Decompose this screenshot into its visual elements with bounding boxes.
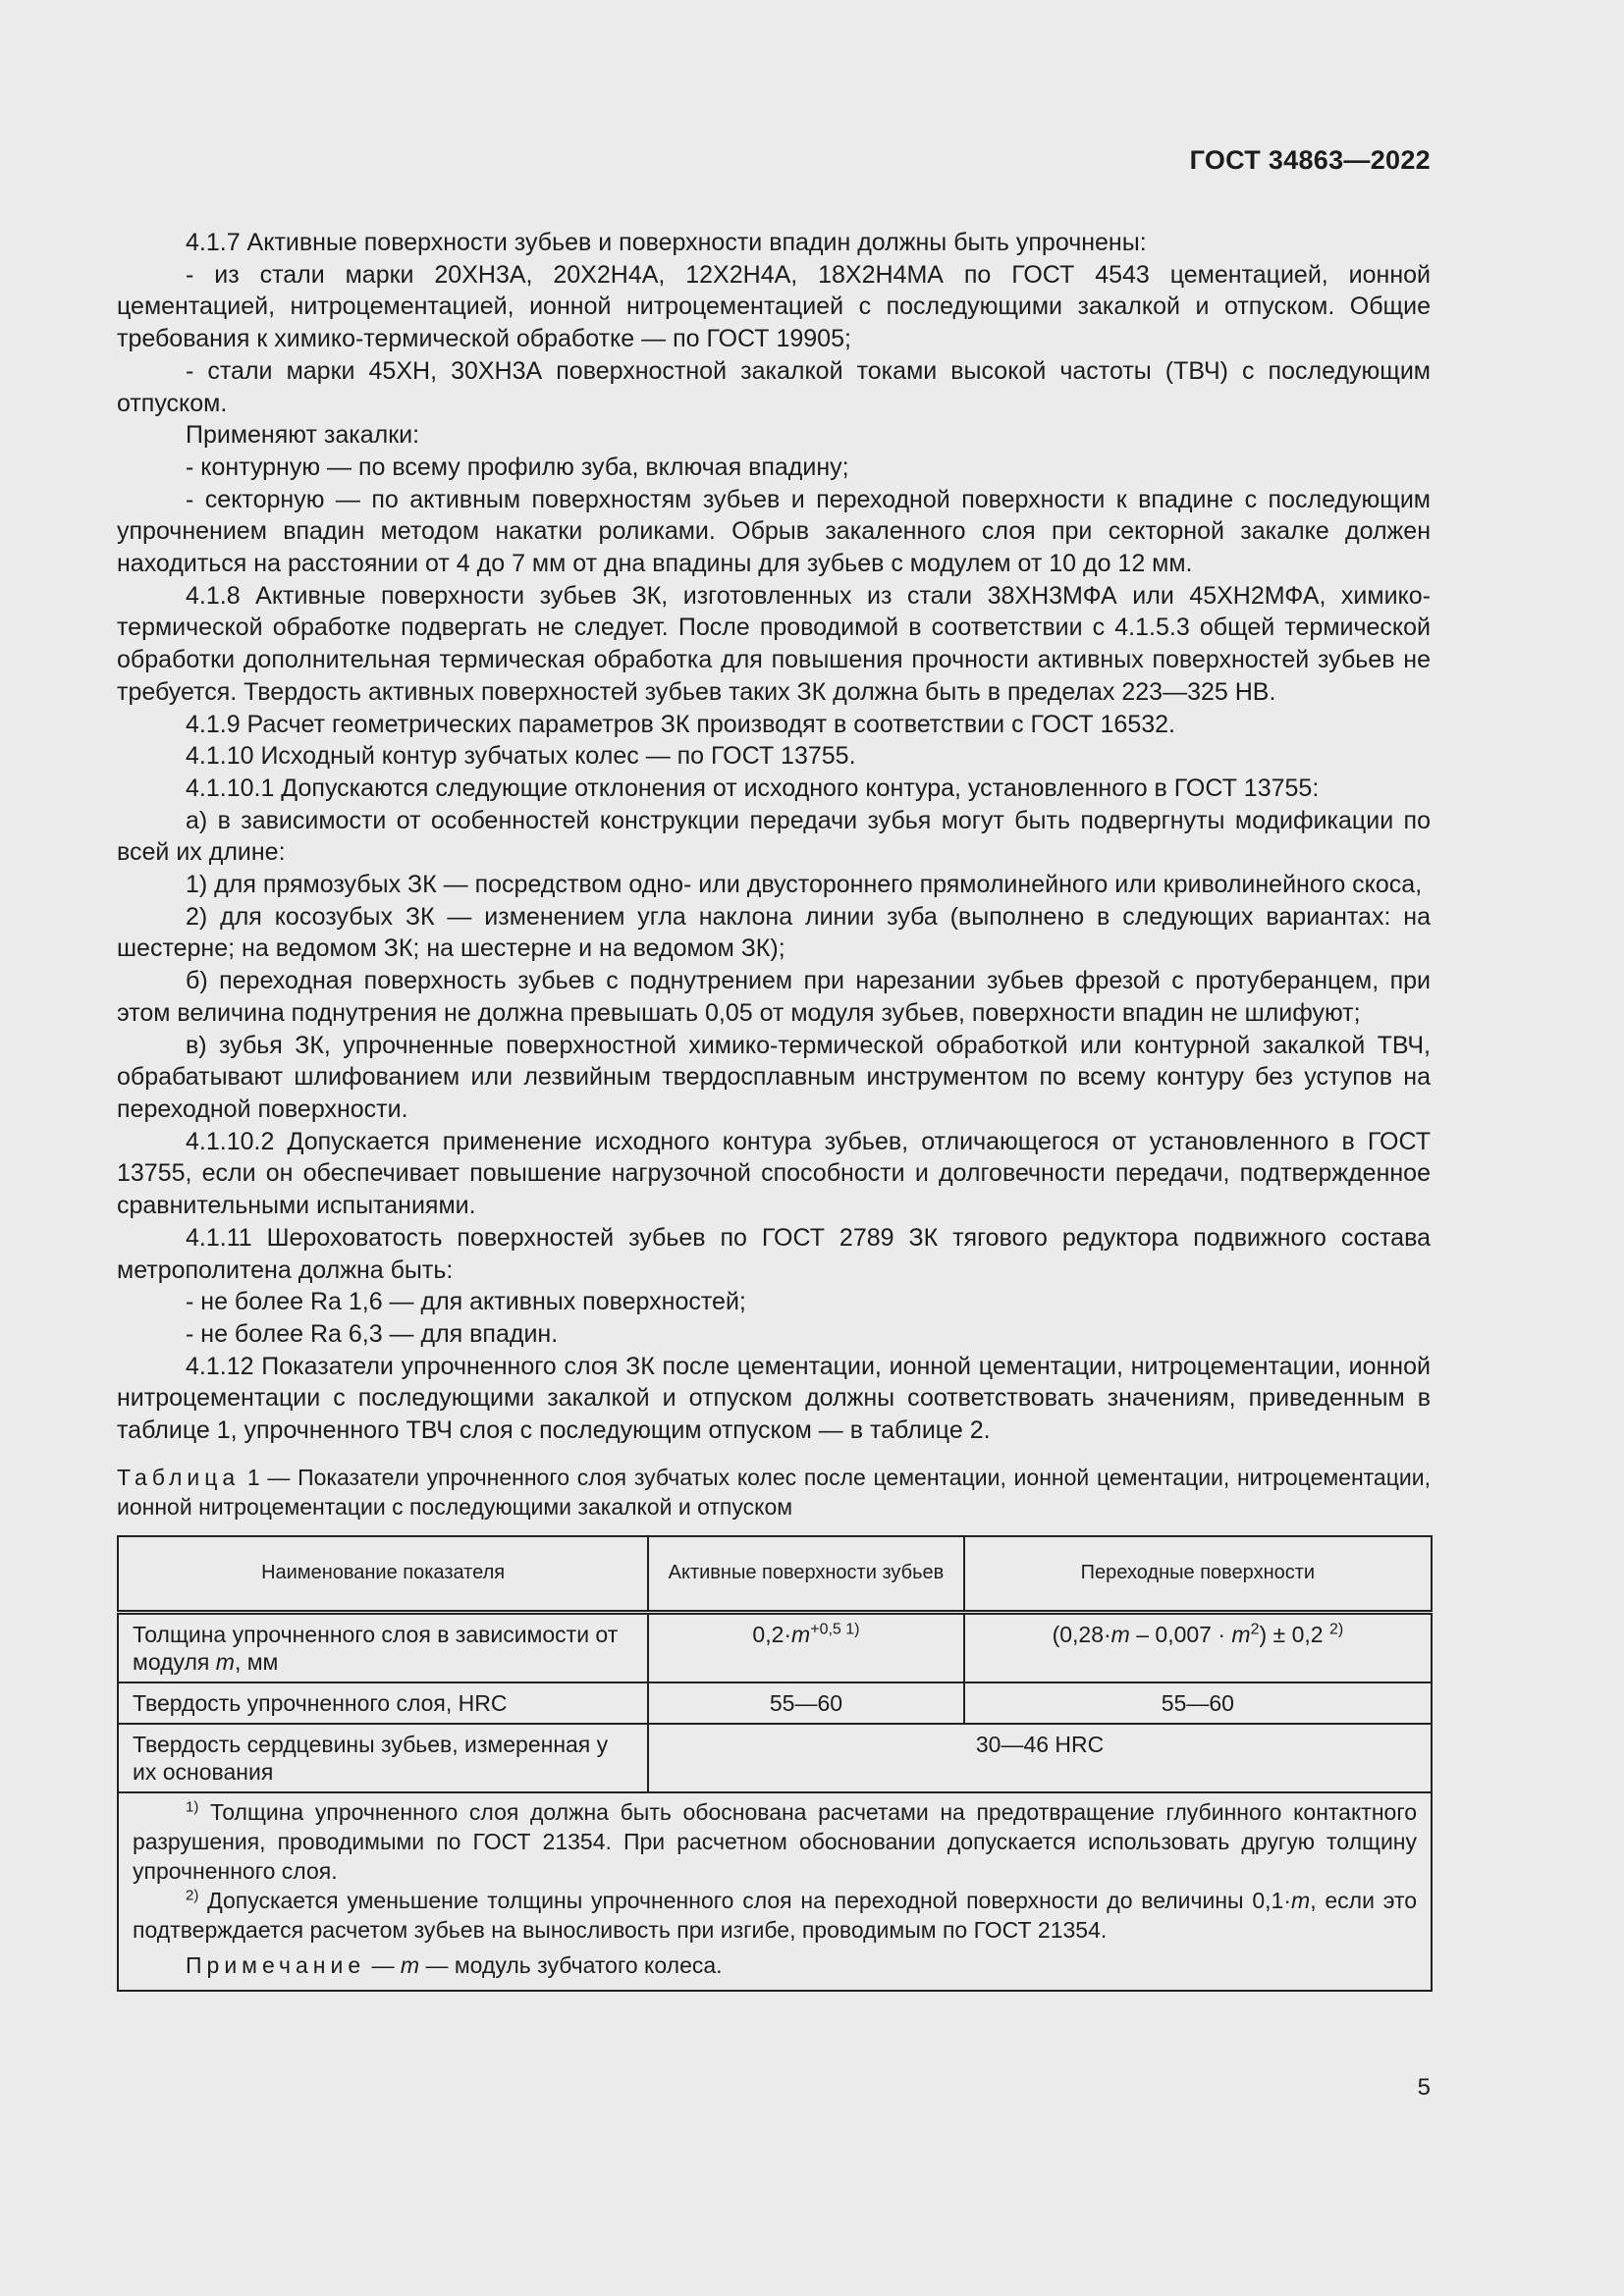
paragraph-roughness-2: - не более Ra 6,3 — для впадин. <box>186 1319 559 1348</box>
paragraph-sector: - секторную — по активным поверхностям зубьев и переходной поверхности к впадине с последующим упрочнением впадин методом накатки роликами. Обрыв закаленного слоя при секторной закалке должен находиться на расстоянии от 4 до 7 мм от дна впадины для зубьев с модулем от 10 до 12 мм. <box>117 485 1431 578</box>
paragraph-4-1-11: 4.1.11 Шероховатость поверхностей зубьев по ГОСТ 2789 ЗК тягового редуктора подвижного состава метрополитена должна быть: <box>117 1223 1431 1284</box>
header-active-surfaces: Активные поверхности зубьев <box>648 1536 964 1613</box>
document-body <box>117 227 1431 1992</box>
row-core-hardness-name: Твердость сердцевины зубьев, измеренная у их основания <box>118 1724 648 1792</box>
paragraph-quenching-intro: Применяют закалки: <box>186 421 420 450</box>
row-thickness-transition: $(0,28\cdot m - 0,007 \cdot m^2) \pm 0,2$ $^{2)}$ <box>964 1612 1432 1682</box>
paragraph-item-b: б) переходная поверхность зубьев с поднутрением при нарезании зубьев фрезой с протуберанцем, при этом величина поднутрения не должна превышать 0,05 от модуля зубьев, поверхности впадин не шлифуют; <box>117 967 1431 1027</box>
table-row <box>118 1612 1432 1682</box>
paragraph-4-1-10-1: 4.1.10.1 Допускаются следующие отклонения от исходного контура, установленного в ГОСТ 13755: <box>186 774 1320 802</box>
table-row <box>118 1682 1432 1724</box>
table-caption <box>117 1463 1431 1522</box>
row-core-hardness-value: 30—46 HRC <box>648 1724 1432 1792</box>
paragraph-4-1-12: 4.1.12 Показатели упрочненного слоя ЗК после цементации, ионной цементации, нитроцементации, ионной нитроцементации с последующими закалкой и отпуском должны соответствовать значениям, приведенным в таблице 1, упрочненного ТВЧ слоя с последующим отпуском — в таблице 2. <box>117 1352 1431 1445</box>
footnote-2: $^{2)}$ Допускается уменьшение толщины упрочненного слоя на переходной поверхности до величины 0,1·m, если это подтверждается расчетом зубьев на выносливость при изгибе, проводимым по ГОСТ 21354. <box>133 1887 1418 1943</box>
document-header: ГОСТ 34863—2022 <box>1189 145 1431 175</box>
paragraph-item-a1: 1) для прямозубых ЗК — посредством одно- или двустороннего прямолинейного или криволинейного скоса, <box>186 871 1423 899</box>
row-thickness-active: $0,2\cdot m^{+0,5 1)}$ <box>648 1612 964 1682</box>
paragraph-contour: - контурную — по всему профилю зуба, включая впадину; <box>186 453 849 481</box>
paragraph-steel-list-1: - из стали марки 20ХН3А, 20Х2Н4А, 12Х2Н4А, 18Х2Н4МА по ГОСТ 4543 цементацией, ионной цементацией, нитроцементацией, ионной нитроцементацией с последующими закалкой и отпуском. Общие требования к химико-термической обработке — по ГОСТ 19905; <box>117 260 1431 353</box>
paragraph-roughness-1: - не более Ra 1,6 — для активных поверхностей; <box>186 1288 746 1316</box>
table-caption-label: Таблица <box>117 1464 241 1490</box>
table-header-row <box>118 1536 1432 1613</box>
header-transition-surfaces: Переходные поверхности <box>964 1536 1432 1613</box>
paragraph-item-v: в) зубья ЗК, упрочненные поверхностной химико-термической обработкой или контурной закалкой ТВЧ, обрабатывают шлифованием или лезвийным твердосплавным инструментом по всему контуру без уступов на переходной поверхности. <box>117 1031 1431 1123</box>
paragraph-4-1-10: 4.1.10 Исходный контур зубчатых колес — по ГОСТ 13755. <box>186 742 856 771</box>
footnote-1: $^{1)}$ Толщина упрочненного слоя должна быть обоснована расчетами на предотвращение глубинного контактного разрушения, проводимыми по ГОСТ 21354. При расчетном обосновании допускается использовать другую толщину упрочненного слоя. <box>133 1798 1417 1884</box>
row-hardness-active: 55—60 <box>648 1682 964 1724</box>
paragraph-item-a: а) в зависимости от особенностей конструкции передачи зубья могут быть подвергнуты модификации по всей их длине: <box>117 806 1431 867</box>
paragraph-4-1-9: 4.1.9 Расчет геометрических параметров ЗК производят в соответствии с ГОСТ 16532. <box>186 710 1175 738</box>
paragraph-steel-list-2: - стали марки 45ХН, 30ХН3А поверхностной закалкой токами высокой частоты (ТВЧ) с последующим отпуском. <box>117 356 1431 417</box>
table-footnotes <box>118 1792 1432 1991</box>
table-caption-text: 1 — Показатели упрочненного слоя зубчатых колес после цементации, ионной цементации, нитроцементации, ионной нитроцементации с последующими закалкой и отпуском <box>117 1464 1431 1520</box>
table-note: Примечание — m — модуль зубчатого колеса. <box>186 1951 723 1978</box>
paragraph-4-1-8: 4.1.8 Активные поверхности зубьев ЗК, изготовленных из стали 38ХН3МФА или 45ХН2МФА, химико-термической обработке подвергать не следует. После проводимой в соответствии с 4.1.5.3 общей термической обработки дополнительная термическая обработка для повышения прочности активных поверхностей зубьев не требуется. Твердость активных поверхностей зубьев таких ЗК должна быть в пределах 223—325 НВ. <box>117 581 1431 706</box>
paragraph-4-1-7: 4.1.7 Активные поверхности зубьев и поверхности впадин должны быть упрочнены: <box>186 229 1147 256</box>
table-1 <box>117 1535 1433 1992</box>
header-parameter-name: Наименование показателя <box>118 1536 648 1613</box>
row-hardness-name: Твердость упрочненного слоя, HRC <box>118 1682 648 1724</box>
paragraph-item-a2: 2) для косозубых ЗК — изменением угла наклона линии зуба (выполнено в следующих вариантах: на шестерне; на ведомом ЗК; на шестерне и на ведомом ЗК); <box>117 902 1431 963</box>
paragraph-4-1-10-2: 4.1.10.2 Допускается применение исходного контура зубьев, отличающегося от установленного в ГОСТ 13755, если он обеспечивает повышение нагрузочной способности и долговечности передачи, подтвержденное сравнительными испытаниями. <box>117 1127 1431 1220</box>
table-row <box>118 1724 1432 1792</box>
table-footnotes-row <box>118 1792 1432 1991</box>
row-thickness-name: Толщина упрочненного слоя в зависимости от модуля m, мм <box>118 1612 648 1682</box>
row-hardness-transition: 55—60 <box>964 1682 1432 1724</box>
page-number: 5 <box>1417 2074 1431 2101</box>
